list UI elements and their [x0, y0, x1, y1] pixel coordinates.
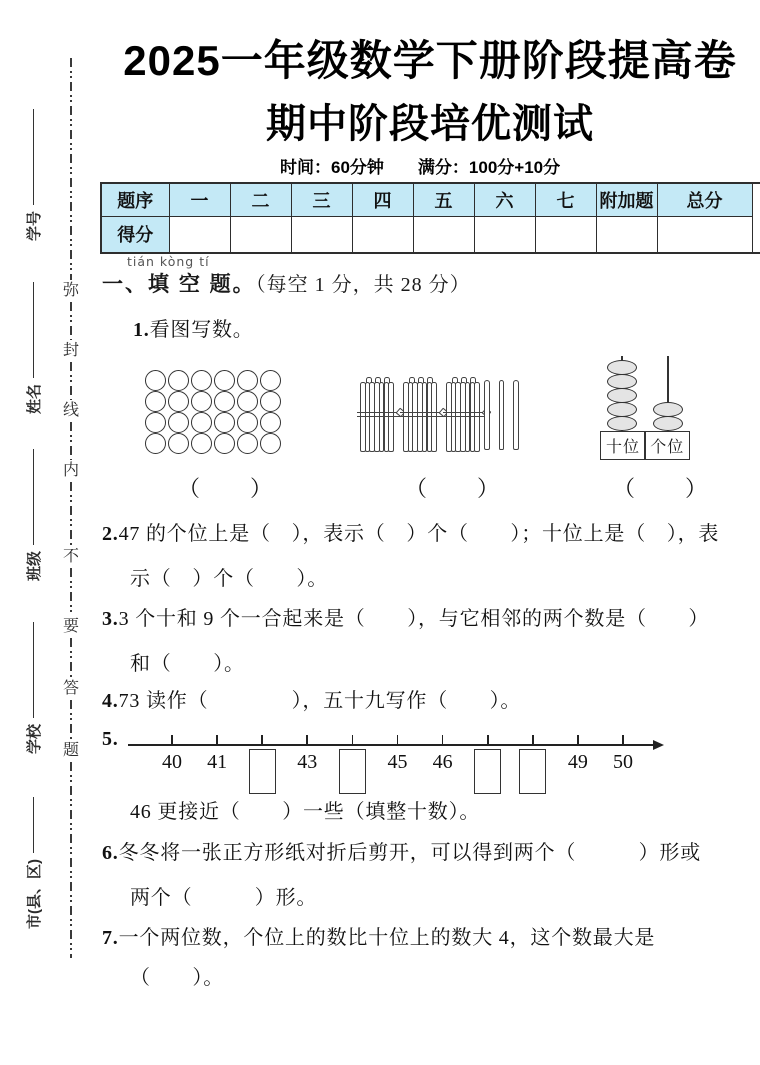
question-6-text1: 冬冬将一张正方形纸对折后剪开，可以得到两个（ ）形或: [118, 842, 702, 864]
question-2-line2: [130, 562, 328, 591]
question-1: [133, 313, 254, 342]
question-6-line2: [130, 881, 317, 910]
circles-figure: [145, 370, 283, 454]
seal-char: 线: [63, 402, 80, 419]
question-2-text2: 示（ ）个（ ）。: [130, 568, 328, 590]
single-stick: [499, 380, 505, 450]
number-line: [128, 744, 655, 746]
circle-counter: [260, 391, 281, 412]
circle-counter: [168, 391, 189, 412]
single-stick: [513, 380, 519, 450]
score-cell: [291, 216, 352, 253]
number-line-tick: [442, 735, 444, 744]
seal-line: [63, 58, 79, 958]
question-3-text1: 3 个十和 9 个一合起来是（ ），与它相邻的两个数是（ ）: [118, 608, 710, 630]
field-name: [21, 282, 45, 414]
number-line-tick: [216, 735, 218, 744]
field-name-label: 姓名: [25, 383, 43, 414]
field-school: [21, 622, 45, 754]
full-score: 满分：100分+10分: [417, 158, 561, 177]
seal-segment: [70, 638, 72, 678]
number-line-label: 41: [207, 751, 228, 773]
number-line-arrow: [653, 740, 664, 750]
header-q2: 二: [230, 183, 291, 216]
score-row-label: 得分: [101, 216, 169, 253]
stick-bundle: [360, 376, 394, 454]
question-5-followup-text: 46 更接近（ ）一些（填整十数）。: [130, 801, 481, 823]
circle-counter: [168, 412, 189, 433]
header-q3: 三: [291, 183, 352, 216]
number-line-tick: [397, 735, 399, 744]
question-5-followup: [130, 795, 480, 824]
section-heading-note: （每空 1 分，共 28 分）: [255, 274, 471, 296]
seal-segment: [70, 762, 72, 958]
seal-char: 内: [63, 462, 80, 479]
seal-segment: [70, 362, 72, 400]
seal-segment: [70, 700, 72, 740]
question-1-number: 1.: [133, 319, 150, 341]
time-limit: 时间：60分钟: [280, 158, 384, 177]
number-line-tick: [171, 735, 173, 744]
ones-bead: [653, 402, 683, 417]
abacus-tens-label: 十位: [600, 431, 646, 460]
seal-segment: [70, 422, 72, 460]
circle-counter: [237, 412, 258, 433]
field-class: [21, 449, 45, 581]
tens-bead: [607, 416, 637, 431]
question-2-number: 2.: [102, 523, 119, 545]
number-line-label: 46: [432, 751, 453, 773]
stick: [431, 382, 437, 452]
header-q5: 五: [413, 183, 474, 216]
tens-bead: [607, 388, 637, 403]
question-3-line2: [130, 647, 245, 676]
number-line-tick: [622, 735, 624, 744]
section-heading-main: 一、填 空 题。: [102, 273, 256, 296]
field-student-number-line: [32, 109, 34, 205]
score-table: [100, 182, 760, 254]
circle-counter: [237, 391, 258, 412]
question-7-line2: [130, 961, 224, 990]
circle-counter: [237, 433, 258, 454]
field-city-county-line: [32, 797, 34, 853]
score-table-score-row: [101, 216, 760, 253]
circle-counter: [237, 370, 258, 391]
question-6-number: 6.: [102, 842, 119, 864]
pinyin-annotation: tián kòng tí: [127, 254, 210, 269]
question-7-line1: [102, 921, 655, 950]
question-5-number-wrap: [102, 728, 119, 751]
question-4-number: 4.: [102, 690, 119, 712]
answer-box: [249, 749, 276, 794]
question-2-line1: [102, 517, 719, 546]
question-7-number: 7.: [102, 927, 119, 949]
header-q4: 四: [352, 183, 413, 216]
score-cell: [169, 216, 230, 253]
q1-sticks-answer-blank: （ ）: [405, 476, 502, 501]
field-student-number-label: 学号: [25, 210, 43, 241]
stick-bundles-figure: [360, 376, 480, 454]
header-bonus: 附加题: [596, 183, 657, 216]
circle-counter: [168, 370, 189, 391]
header-question-order: 题序: [101, 183, 169, 216]
page-title: 2025一年级数学下册阶段提高卷: [123, 37, 737, 84]
seal-char: 封: [63, 342, 80, 359]
number-line-label: 45: [387, 751, 408, 773]
page-subtitle: 期中阶段培优测试: [266, 102, 594, 146]
circle-counter: [214, 370, 235, 391]
number-line-label: 40: [162, 751, 182, 773]
section-heading: [102, 268, 471, 298]
stick: [474, 382, 480, 452]
question-3-text2: 和（ ）。: [130, 653, 245, 675]
score-cell: [474, 216, 535, 253]
number-line-tick: [306, 735, 308, 744]
stick: [388, 382, 394, 452]
question-5-number: 5.: [102, 728, 119, 750]
seal-segment: [70, 58, 72, 280]
circle-counter: [145, 370, 166, 391]
q1-abacus-answer-blank: （ ）: [613, 476, 710, 501]
number-line-label: 50: [613, 751, 633, 773]
question-4-text: 73 读作（ ），五十九写作（ ）。: [118, 690, 522, 712]
abacus-base: [600, 431, 690, 460]
header-total: 总分: [657, 183, 752, 216]
stick-bundle: [446, 376, 480, 454]
circle-counter: [214, 433, 235, 454]
circle-counter: [145, 412, 166, 433]
seal-segment: [70, 568, 72, 616]
tens-bead: [607, 402, 637, 417]
question-3-line1: [102, 602, 709, 631]
field-school-line: [32, 622, 34, 718]
question-3-number: 3.: [102, 608, 119, 630]
circle-counter: [191, 412, 212, 433]
score-cell: [352, 216, 413, 253]
circle-counter: [214, 391, 235, 412]
circle-counter: [168, 433, 189, 454]
question-2-text1: 47 的个位上是（ ），表示（ ）个（ ）；十位上是（ ），表: [118, 523, 720, 545]
seal-segment: [70, 302, 72, 340]
seal-char: 答: [63, 680, 80, 697]
field-student-number: [21, 109, 45, 241]
field-school-label: 学校: [25, 723, 43, 754]
header-q6: 六: [474, 183, 535, 216]
seal-char: 弥: [63, 282, 80, 299]
score-cell: [230, 216, 291, 253]
single-stick: [484, 380, 490, 450]
answer-box: [519, 749, 546, 794]
seal-char: 题: [63, 742, 80, 759]
score-cell: [657, 216, 752, 253]
field-class-line: [32, 449, 34, 545]
field-city-county-label: 市(县、区): [25, 859, 43, 929]
answer-box: [339, 749, 366, 794]
circle-counter: [191, 433, 212, 454]
field-class-label: 班级: [25, 550, 43, 581]
question-4: [102, 684, 521, 713]
score-cell: [535, 216, 596, 253]
answer-box: [474, 749, 501, 794]
field-name-line: [32, 282, 34, 378]
tens-bead: [607, 360, 637, 375]
number-line-tick: [532, 735, 534, 744]
number-line-tick: [261, 735, 263, 744]
circle-counter: [191, 391, 212, 412]
stick-bundle: [403, 376, 437, 454]
tens-bead: [607, 374, 637, 389]
score-table-header-row: [101, 183, 760, 216]
seal-char: 要: [63, 618, 80, 635]
circle-counter: [260, 370, 281, 391]
circle-counter: [260, 433, 281, 454]
header-q1: 一: [169, 183, 230, 216]
circle-counter: [145, 433, 166, 454]
circle-counter: [145, 391, 166, 412]
single-sticks-figure: [484, 380, 519, 450]
circle-counter: [214, 412, 235, 433]
seal-segment: [70, 482, 72, 546]
header-q7: 七: [535, 183, 596, 216]
ones-bead: [653, 416, 683, 431]
number-line-tick: [487, 735, 489, 744]
question-6-text2: 两个（ ）形。: [130, 887, 318, 909]
number-line-tick: [352, 735, 354, 744]
number-line-label: 49: [567, 751, 588, 773]
question-7-text2: （ ）。: [130, 967, 224, 989]
number-line-tick: [577, 735, 579, 744]
q1-circles-answer-blank: （ ）: [178, 476, 275, 501]
question-7-text1: 一个两位数，个位上的数比十位上的数大 4，这个数最大是: [118, 927, 656, 949]
score-cell: [596, 216, 657, 253]
exam-info: [280, 153, 560, 178]
field-city-county: [21, 797, 45, 929]
circle-counter: [191, 370, 212, 391]
abacus-ones-label: 个位: [644, 431, 690, 460]
score-cell: [413, 216, 474, 253]
circle-counter: [260, 412, 281, 433]
seal-char: 不: [63, 548, 80, 565]
question-1-text: 看图写数。: [149, 319, 254, 341]
question-6-line1: [102, 836, 701, 865]
number-line-label: 43: [297, 751, 318, 773]
